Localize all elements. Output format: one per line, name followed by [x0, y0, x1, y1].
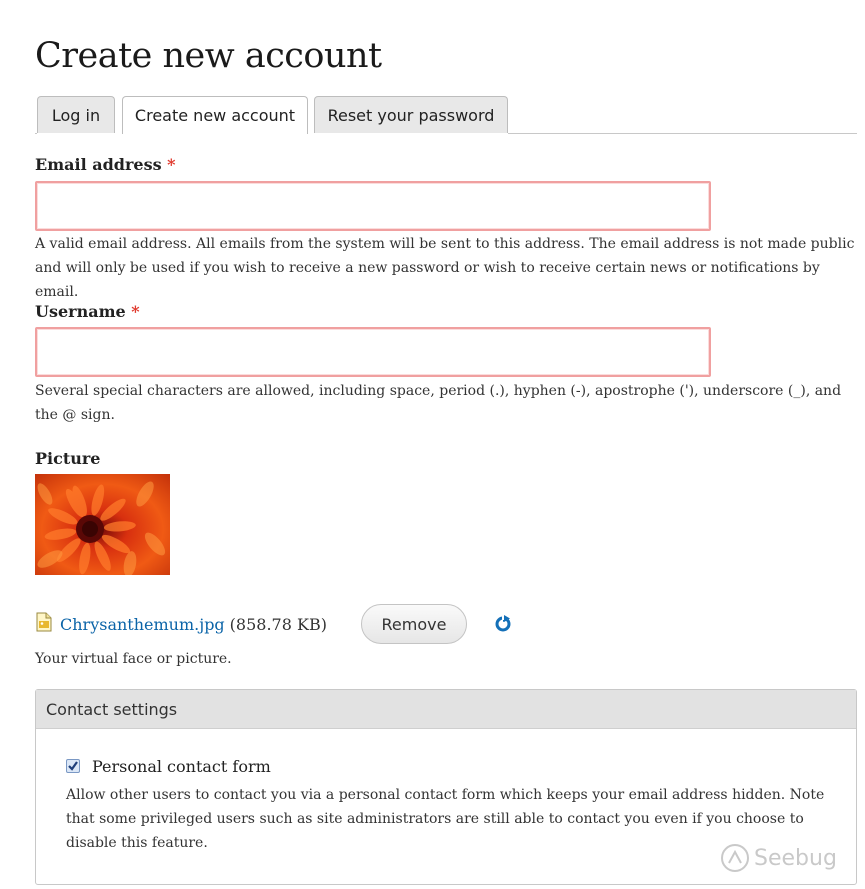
username-field[interactable]	[35, 327, 711, 377]
watermark	[720, 843, 837, 873]
username-required-mark: *	[131, 302, 140, 321]
username-description-line-1: Several special characters are allowed, including space, period (.), hyphen (-), apostrophe ('), underscore (_), and	[35, 383, 842, 399]
email-description-line-2: and will only be used if you wish to receive a new password or wish to receive certain news or notifications by email.	[35, 260, 820, 300]
remove-button[interactable]: Remove	[361, 604, 467, 644]
username-description	[35, 379, 860, 427]
picture-file-size: (858.78 KB)	[229, 614, 327, 634]
refresh-icon[interactable]	[494, 615, 512, 633]
tabs-divider	[508, 133, 857, 134]
personal-contact-description-line-3: disable this feature.	[66, 835, 208, 851]
personal-contact-checkbox[interactable]	[66, 759, 80, 773]
username-label-text: Username	[35, 302, 126, 321]
email-label-text: Email address	[35, 155, 162, 174]
username-label	[35, 302, 140, 321]
picture-label: Picture	[35, 449, 101, 468]
personal-contact-description-line-1: Allow other users to contact you via a personal contact form which keeps your email address hidden. Note	[66, 787, 825, 803]
contact-settings-legend[interactable]: Contact settings	[36, 690, 856, 729]
username-description-line-2: the @ sign.	[35, 407, 115, 423]
tabs-divider-left	[35, 133, 37, 134]
picture-file-row	[36, 608, 327, 640]
email-field[interactable]	[35, 181, 711, 231]
page-title: Create new account	[35, 36, 382, 76]
personal-contact-description	[66, 783, 826, 855]
email-description	[35, 232, 860, 304]
email-description-line-1: A valid email address. All emails from the system will be sent to this address. The email address is not made public	[35, 236, 855, 252]
tab-create-new-account[interactable]: Create new account	[122, 96, 308, 134]
picture-description: Your virtual face or picture.	[35, 651, 232, 667]
email-label	[35, 155, 176, 174]
tab-reset-password[interactable]: Reset your password	[314, 96, 508, 133]
tab-log-in[interactable]: Log in	[37, 96, 115, 133]
watermark-text: Seebug	[754, 845, 837, 871]
personal-contact-label[interactable]: Personal contact form	[92, 757, 271, 776]
personal-contact-description-line-2: that some privileged users such as site administrators are still able to contact you even if you choose to	[66, 811, 804, 827]
picture-file-link[interactable]: Chrysanthemum.jpg	[60, 614, 225, 634]
picture-thumbnail	[35, 474, 170, 575]
seebug-logo-icon	[720, 843, 750, 873]
email-required-mark: *	[167, 155, 176, 174]
image-file-icon	[36, 612, 52, 636]
